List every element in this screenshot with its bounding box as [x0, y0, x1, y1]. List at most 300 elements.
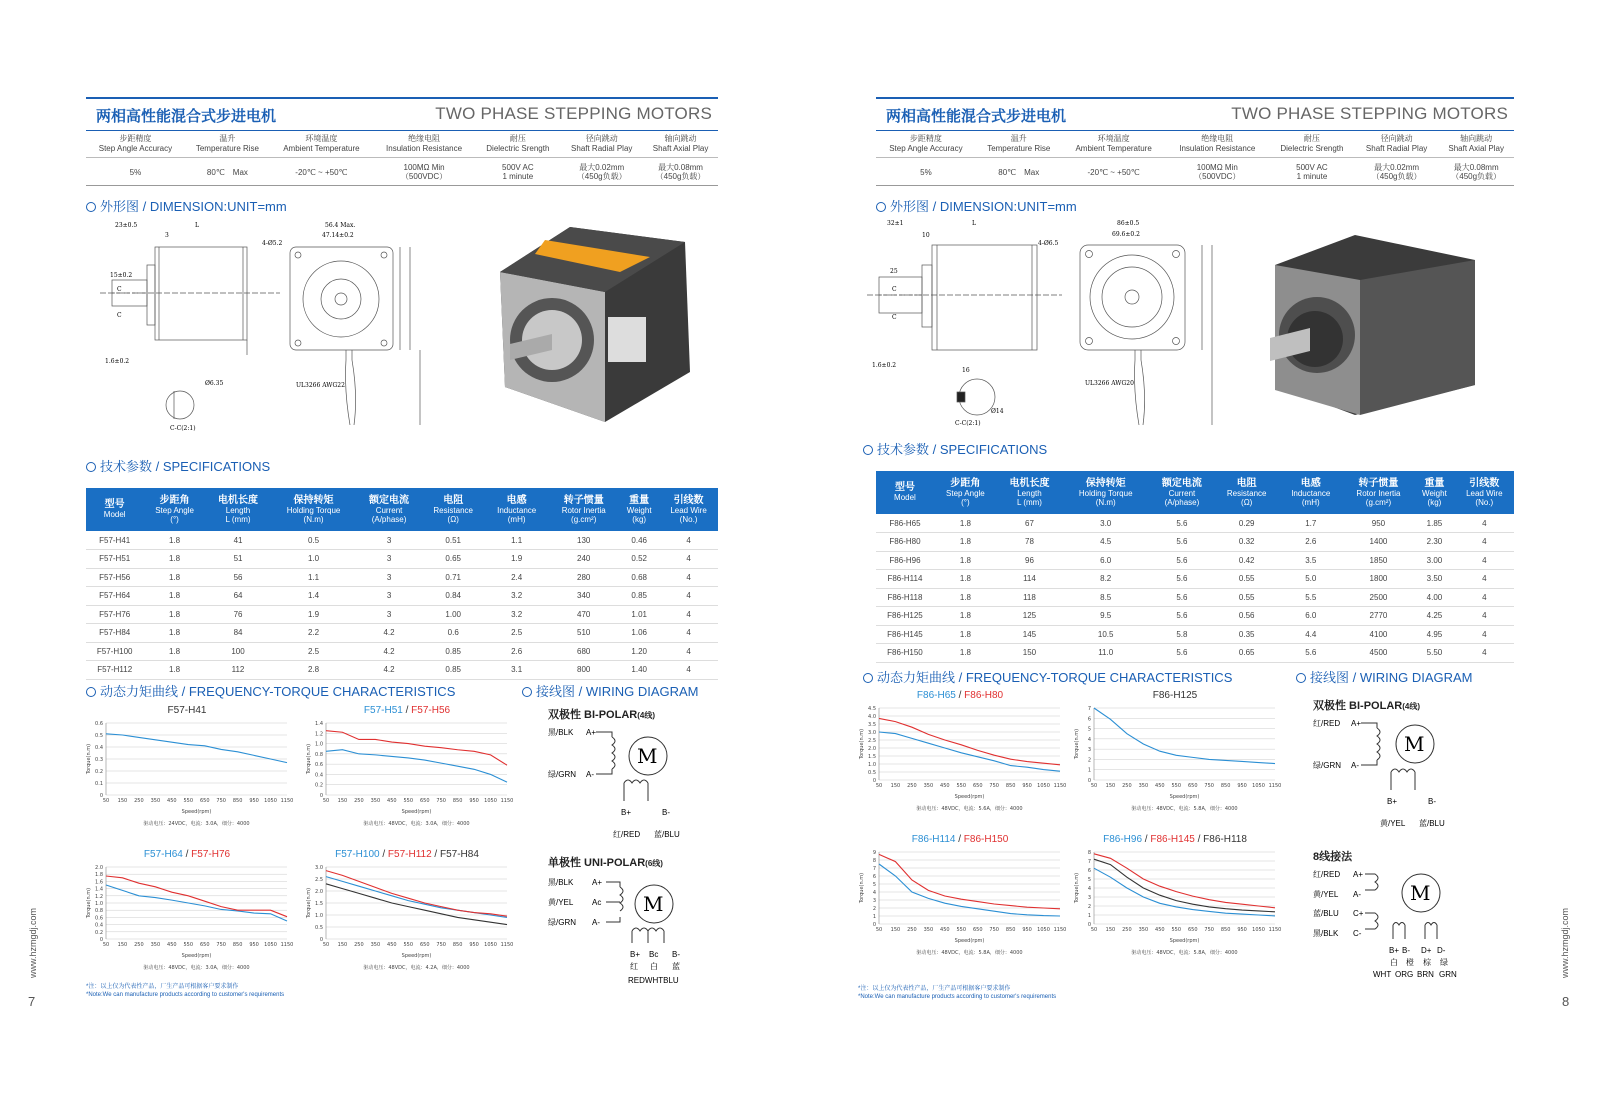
gen-header: 绝缘电阻 Insulation Resistance — [373, 133, 475, 158]
x-tick-label: 650 — [199, 942, 210, 948]
table-cell: 0.56 — [1214, 607, 1278, 626]
y-tick-label: 3 — [1087, 747, 1091, 754]
table-cell: 4 — [659, 568, 718, 587]
x-tick-label: 50 — [875, 783, 883, 789]
table-cell: 280 — [548, 568, 619, 587]
table-cell: 6.0 — [1279, 607, 1343, 626]
table-cell: 800 — [548, 661, 619, 680]
x-tick-label: 150 — [1105, 783, 1116, 789]
x-tick-label: 750 — [436, 798, 446, 804]
gen-value: 最大0.02mm （450g负载） — [560, 158, 643, 186]
spec-header: 电阻 Resistance (Ω) — [421, 488, 485, 531]
x-tick-label: 450 — [167, 942, 177, 948]
y-axis-label: Torque(n.m) — [859, 872, 865, 904]
y-tick-label: 6 — [1087, 868, 1091, 874]
spec-header: 保持转矩 Holding Torque (N.m) — [1062, 471, 1149, 514]
x-tick-label: 850 — [232, 942, 243, 948]
table-cell: 78 — [997, 533, 1062, 552]
x-tick-label: 250 — [134, 798, 144, 804]
wire-label: GRN — [1439, 970, 1457, 979]
wiring-title: 接线图 / WIRING DIAGRAM — [1296, 667, 1473, 686]
wire-label: A- — [586, 770, 594, 779]
x-tick-label: 350 — [923, 783, 934, 789]
x-tick-label: 950 — [249, 798, 259, 804]
general-spec-table — [876, 133, 1514, 186]
table-cell: 0.55 — [1214, 588, 1278, 607]
gen-header: 轴向跳动 Shaft Axial Play — [643, 133, 718, 158]
table-cell: 1.00 — [421, 605, 485, 624]
y-tick-label: 1.2 — [315, 731, 323, 738]
table-cell: 4 — [1455, 533, 1514, 552]
website: www.hzmgdj.com — [1560, 907, 1570, 978]
table-cell: 5.6 — [1149, 551, 1214, 570]
table-cell: F86-H96 — [876, 551, 934, 570]
x-axis-label: Speed(rpm) — [1169, 938, 1200, 944]
table-cell: 112 — [206, 661, 271, 680]
chart-plot — [1070, 704, 1280, 818]
gen-header: 耐压 Dielectric Srength — [1269, 133, 1355, 158]
table-cell: 1.8 — [143, 605, 205, 624]
gen-value: 500V AC 1 minute — [475, 158, 560, 186]
table-cell: 4100 — [1343, 625, 1415, 644]
wire-label: ORG — [1395, 970, 1414, 979]
x-tick-label: 750 — [989, 783, 999, 789]
table-cell: 1.8 — [934, 551, 997, 570]
header-cn: 两相高性能混合式步进电机 — [96, 107, 277, 125]
x-tick-label: 750 — [216, 798, 226, 804]
table-cell: 64 — [206, 587, 271, 606]
table-cell: 4 — [1455, 551, 1514, 570]
x-tick-label: 350 — [150, 798, 161, 804]
table-cell: 1850 — [1343, 551, 1415, 570]
chart-plot — [82, 863, 292, 977]
series-line — [326, 750, 507, 782]
y-tick-label: 9 — [872, 850, 876, 856]
y-tick-label: 2.0 — [868, 746, 876, 752]
gen-header: 温升 Temperature Rise — [976, 133, 1062, 158]
wire-label: B- — [672, 950, 680, 959]
wire-label: 红/RED — [613, 830, 641, 839]
y-tick-label: 2.0 — [95, 865, 103, 871]
x-tick-label: 650 — [1187, 783, 1198, 789]
circle-icon — [86, 202, 96, 212]
table-cell: 4 — [659, 661, 718, 680]
y-tick-label: 3 — [872, 898, 876, 904]
series-line — [879, 718, 1060, 764]
x-axis-label: Speed(rpm) — [954, 938, 985, 944]
footnote: *注：以上仅为代表性产品，厂生产品可根据客户要求制作 *Note:We can manufacture products according to customer's requirements — [86, 984, 285, 998]
chart-title-part: F57-H112 — [387, 849, 432, 860]
dim-label: C — [117, 286, 122, 293]
page-number: 8 — [1562, 994, 1570, 1009]
y-tick-label: 0 — [99, 793, 103, 799]
x-tick-label: 550 — [183, 942, 194, 948]
table-cell: 2.30 — [1414, 533, 1454, 552]
table-cell: 3 — [357, 605, 422, 624]
spec-body — [86, 531, 718, 679]
dim-label: Ø14 — [991, 408, 1004, 415]
chart-title-part: / F86-H118 — [1194, 834, 1247, 845]
table-cell: 1.9 — [485, 550, 548, 569]
table-cell: 0.51 — [421, 531, 485, 550]
dim-label: C — [892, 314, 897, 321]
table-cell: 56 — [206, 568, 271, 587]
x-tick-label: 550 — [403, 942, 414, 948]
table-cell: 8.5 — [1062, 588, 1149, 607]
circle-icon — [1296, 673, 1306, 683]
table-cell: 1.8 — [143, 550, 205, 569]
table-cell: 5.0 — [1279, 570, 1343, 589]
torque-chart — [302, 849, 512, 977]
table-cell: 1.9 — [270, 605, 357, 624]
x-axis-label: Speed(rpm) — [181, 953, 212, 959]
x-tick-label: 1050 — [1252, 783, 1265, 789]
wire-label: B+ — [1387, 797, 1398, 806]
table-cell: 1800 — [1343, 570, 1415, 589]
wire-label: D- — [1437, 946, 1446, 955]
x-tick-label: 950 — [469, 942, 479, 948]
x-tick-label: 1050 — [1252, 927, 1265, 933]
table-cell: 5.8 — [1149, 625, 1214, 644]
table-cell: F57-H112 — [86, 661, 143, 680]
wire-label: REDWHTBLU — [628, 976, 679, 985]
spec-table — [876, 471, 1514, 663]
header-cn: 两相高性能混合式步进电机 — [886, 107, 1067, 125]
chart-title-part: F57-H51 — [363, 705, 403, 716]
x-tick-label: 850 — [1220, 927, 1231, 933]
circle-icon — [876, 202, 886, 212]
spec-header: 额定电流 Current (A/phase) — [357, 488, 422, 531]
table-cell: 3.5 — [1279, 551, 1343, 570]
drive-text: 驱动电压：48VDC，电流：3.0A，细分：4000 — [143, 965, 250, 971]
table-cell: 2.4 — [485, 568, 548, 587]
spec-header: 电机长度 Length L (mm) — [997, 471, 1062, 514]
table-cell: 100 — [206, 642, 271, 661]
y-tick-label: 1.8 — [95, 872, 103, 879]
table-cell: 4.4 — [1279, 625, 1343, 644]
table-row — [876, 588, 1514, 607]
table-row — [876, 533, 1514, 552]
y-tick-label: 1 — [872, 914, 876, 920]
wire-label: B- — [1402, 946, 1410, 955]
x-tick-label: 250 — [1122, 783, 1132, 789]
table-cell: 1.8 — [934, 533, 997, 552]
table-cell: 0.85 — [421, 661, 485, 680]
table-cell: 4 — [659, 624, 718, 643]
chart-title-part: F57-H64 — [143, 849, 183, 860]
table-cell: F57-H84 — [86, 624, 143, 643]
table-cell: 4 — [659, 605, 718, 624]
spec-header: 转子惯量 Rotor Inertia (g.cm²) — [548, 488, 619, 531]
x-tick-label: 950 — [469, 798, 479, 804]
x-tick-label: 950 — [1237, 783, 1247, 789]
spec-header: 步距角 Step Angle (°) — [143, 488, 205, 531]
x-tick-label: 150 — [117, 942, 128, 948]
table-cell: 84 — [206, 624, 271, 643]
y-tick-label: 0.4 — [95, 922, 103, 929]
table-cell: 114 — [997, 570, 1062, 589]
table-row — [876, 607, 1514, 626]
x-tick-label: 950 — [249, 942, 259, 948]
y-tick-label: 0.3 — [95, 757, 103, 763]
y-tick-label: 3 — [1087, 895, 1091, 901]
chart-title-part: F86-H96 — [1103, 834, 1143, 845]
wire-label: Bc — [649, 950, 659, 959]
table-cell: 76 — [206, 605, 271, 624]
x-tick-label: 750 — [436, 942, 446, 948]
x-tick-label: 450 — [387, 798, 397, 804]
table-cell: 1400 — [1343, 533, 1415, 552]
y-tick-label: 1.0 — [315, 913, 323, 919]
table-cell: 4 — [659, 531, 718, 550]
y-tick-label: 0.4 — [95, 745, 103, 751]
x-tick-label: 550 — [956, 927, 967, 933]
dimension-title: 外形图 / DIMENSION:UNIT=mm — [876, 196, 1077, 215]
y-tick-label: 3.0 — [868, 730, 876, 736]
chart-plot — [82, 719, 292, 833]
x-tick-label: 650 — [419, 942, 430, 948]
table-cell: 1.8 — [143, 661, 205, 680]
table-cell: 3.00 — [1414, 551, 1454, 570]
y-tick-label: 1.4 — [95, 886, 103, 893]
table-cell: 1.8 — [143, 531, 205, 550]
y-axis-label: Torque(n.m) — [306, 887, 312, 919]
x-tick-label: 1050 — [484, 942, 497, 948]
y-tick-label: 7 — [1087, 706, 1091, 712]
gen-header: 绝缘电阻 Insulation Resistance — [1166, 133, 1269, 158]
y-axis-label: Torque(n.m) — [859, 728, 865, 760]
series-line — [326, 871, 507, 917]
x-tick-label: 150 — [117, 798, 128, 804]
y-tick-label: 0.8 — [315, 751, 323, 758]
wire-label: 绿/GRN — [1313, 761, 1341, 770]
wire-label: A- — [1353, 890, 1361, 899]
dim-label: 10 — [922, 232, 930, 239]
chart-title-part: / F57-H84 — [431, 849, 479, 860]
y-tick-label: 7 — [872, 866, 876, 872]
x-axis-label: Speed(rpm) — [181, 809, 212, 815]
y-tick-label: 2 — [1087, 757, 1091, 764]
x-tick-label: 650 — [972, 783, 983, 789]
x-tick-label: 450 — [940, 783, 950, 789]
x-tick-label: 150 — [337, 798, 348, 804]
series-line — [879, 732, 1060, 771]
table-cell: 130 — [548, 531, 619, 550]
x-tick-label: 550 — [1171, 783, 1182, 789]
table-cell: 5.6 — [1149, 644, 1214, 663]
table-cell: 1.8 — [143, 568, 205, 587]
unipolar-diagram: 单极性 UNI-POLAR(6线) 黑/BLK A+ 黄/YEL Ac 绿/GRN A- M B+ Bc B- 红 白 蓝 REDWHTBLU — [548, 857, 680, 985]
x-tick-label: 750 — [1204, 927, 1214, 933]
x-tick-label: 250 — [907, 783, 917, 789]
spec-header: 保持转矩 Holding Torque (N.m) — [270, 488, 357, 531]
table-cell: 0.52 — [619, 550, 659, 569]
dim-label: 69.6±0.2 — [1112, 231, 1140, 238]
table-cell: 5.5 — [1279, 588, 1343, 607]
y-tick-label: 0.4 — [315, 772, 323, 779]
x-tick-label: 850 — [1005, 927, 1016, 933]
table-cell: 1.8 — [934, 588, 997, 607]
y-tick-label: 1 — [1087, 913, 1091, 919]
table-cell: 3.50 — [1414, 570, 1454, 589]
wire-label: B- — [1428, 797, 1436, 806]
chart-title — [1070, 834, 1280, 845]
dim-label: Ø6.35 — [205, 380, 224, 387]
table-cell: 2770 — [1343, 607, 1415, 626]
general-spec-table — [86, 133, 718, 186]
dimension-title: 外形图 / DIMENSION:UNIT=mm — [86, 196, 287, 215]
spec-header: 重量 Weight (kg) — [1414, 471, 1454, 514]
table-row — [86, 587, 718, 606]
table-cell: 0.85 — [619, 587, 659, 606]
chart-plot — [855, 704, 1065, 818]
y-tick-label: 4 — [1087, 886, 1091, 892]
table-cell: 4.25 — [1414, 607, 1454, 626]
table-cell: 1.8 — [934, 514, 997, 533]
dim-label: UL3266 AWG22 — [296, 382, 345, 389]
wire-label: 绿/GRN — [548, 918, 576, 927]
table-row — [86, 661, 718, 680]
gen-value: 最大0.08mm （450g负载） — [643, 158, 718, 186]
y-tick-label: 1.6 — [95, 879, 103, 886]
y-axis-label: Torque(n.m) — [1074, 728, 1080, 760]
footnote: *注：以上仅为代表性产品，厂生产品可根据客户要求制作 *Note:We can manufacture products according to customer's requirements — [858, 986, 1057, 1000]
table-cell: 1.85 — [1414, 514, 1454, 533]
chart-title-part: / — [402, 705, 412, 716]
table-row — [876, 551, 1514, 570]
y-tick-label: 0.6 — [95, 915, 103, 922]
y-tick-label: 0.2 — [95, 929, 103, 936]
dim-label: 4-Ø6.5 — [1038, 240, 1059, 247]
table-cell: 11.0 — [1062, 644, 1149, 663]
chart-title — [302, 849, 512, 860]
y-axis-label: Torque(n.m) — [1074, 872, 1080, 904]
x-tick-label: 1050 — [264, 942, 277, 948]
x-tick-label: 850 — [1005, 783, 1016, 789]
wire-label: D+ — [1421, 946, 1432, 955]
dim-label: 23±0.5 — [115, 222, 138, 229]
x-tick-label: 1050 — [1037, 927, 1050, 933]
x-tick-label: 1150 — [500, 798, 514, 804]
x-tick-label: 750 — [216, 942, 226, 948]
table-cell: F57-H51 — [86, 550, 143, 569]
table-cell: F86-H118 — [876, 588, 934, 607]
torque-title: 动态力矩曲线 / FREQUENCY-TORQUE CHARACTERISTICS — [86, 681, 455, 700]
table-row — [876, 514, 1514, 533]
table-cell: 96 — [997, 551, 1062, 570]
spec-header: 型号 Model — [876, 471, 934, 514]
x-tick-label: 1150 — [1268, 783, 1282, 789]
table-cell: 8.2 — [1062, 570, 1149, 589]
y-tick-label: 0.5 — [95, 733, 103, 739]
chart-title — [855, 690, 1065, 701]
x-tick-label: 150 — [337, 942, 348, 948]
drive-text: 驱动电压：48VDC，电流：3.0A，细分：4000 — [363, 821, 470, 827]
dim-label: 32±1 — [887, 220, 904, 227]
y-tick-label: 6 — [1087, 716, 1091, 723]
table-cell: 5.6 — [1149, 570, 1214, 589]
x-tick-label: 450 — [1155, 927, 1165, 933]
chart-title-part: / — [955, 690, 965, 701]
y-tick-label: 0.2 — [315, 782, 323, 789]
table-cell: F86-H125 — [876, 607, 934, 626]
dim-label: 3 — [165, 232, 169, 239]
gen-value: 5% — [876, 158, 976, 186]
gen-header: 温升 Temperature Rise — [185, 133, 270, 158]
gen-header: 径向跳动 Shaft Radial Play — [1355, 133, 1438, 158]
table-cell: 4 — [1455, 607, 1514, 626]
chart-title-part: F57-H41 — [167, 705, 207, 716]
torque-chart — [855, 690, 1065, 818]
table-cell: 4.95 — [1414, 625, 1454, 644]
gen-value: 80℃ Max — [976, 158, 1062, 186]
table-cell: 0.5 — [270, 531, 357, 550]
bipolar-diagram: 双极性 BI-POLAR(4线) 黑/BLK A+ 绿/GRN A- M B+ B- 红/RED 蓝/BLU — [548, 709, 680, 839]
spec-title: 技术参数 / SPECIFICATIONS — [86, 456, 270, 475]
chart-title-part: F86-H65 — [916, 690, 956, 701]
circle-icon — [522, 687, 532, 697]
y-tick-label: 0 — [319, 793, 323, 799]
table-cell: 4 — [659, 642, 718, 661]
table-cell: 0.65 — [421, 550, 485, 569]
table-cell: 2.8 — [270, 661, 357, 680]
y-axis-label: Torque(n.m) — [306, 743, 312, 775]
table-cell: 118 — [997, 588, 1062, 607]
drive-text: 驱动电压：48VDC，电流：5.8A，细分：4000 — [1131, 950, 1238, 956]
table-cell: 4500 — [1343, 644, 1415, 663]
drive-text: 驱动电压：48VDC，电流：4.2A，细分：4000 — [363, 965, 470, 971]
x-tick-label: 1150 — [500, 942, 514, 948]
table-cell: 2.6 — [485, 642, 548, 661]
x-tick-label: 1150 — [1268, 927, 1282, 933]
series-line — [1094, 868, 1275, 916]
x-tick-label: 950 — [1022, 927, 1032, 933]
table-cell: F57-H100 — [86, 642, 143, 661]
page-number: 7 — [28, 994, 36, 1009]
table-row — [876, 570, 1514, 589]
y-tick-label: 0.5 — [315, 925, 323, 931]
y-tick-label: 3.5 — [868, 722, 876, 728]
motor-m-icon: M — [1410, 881, 1431, 905]
x-tick-label: 350 — [150, 942, 161, 948]
page-header — [876, 97, 1514, 131]
table-cell: 5.6 — [1279, 644, 1343, 663]
gen-value: -20℃ ~ +50℃ — [270, 158, 373, 186]
x-tick-label: 250 — [1122, 927, 1132, 933]
table-cell: 41 — [206, 531, 271, 550]
table-cell: 1.20 — [619, 642, 659, 661]
dimension-drawing — [867, 215, 1237, 437]
table-row — [86, 531, 718, 550]
x-tick-label: 550 — [183, 798, 194, 804]
gen-value: 80℃ Max — [185, 158, 270, 186]
wire-label: 黄/YEL — [1380, 819, 1406, 828]
table-cell: 51 — [206, 550, 271, 569]
dim-label: 56.4 Max. — [325, 222, 356, 229]
table-cell: F86-H145 — [876, 625, 934, 644]
table-cell: 1.01 — [619, 605, 659, 624]
spec-header: 电阻 Resistance (Ω) — [1214, 471, 1278, 514]
wire-label: 蓝/BLU — [1419, 819, 1445, 828]
y-tick-label: 0 — [99, 937, 103, 943]
table-cell: 125 — [997, 607, 1062, 626]
table-cell: 4 — [659, 550, 718, 569]
dim-label: 1.6±0.2 — [872, 362, 897, 369]
x-tick-label: 450 — [1155, 783, 1165, 789]
wire-label: 绿 — [1440, 958, 1448, 967]
y-tick-label: 0 — [1087, 778, 1091, 784]
table-cell: 3 — [357, 550, 422, 569]
